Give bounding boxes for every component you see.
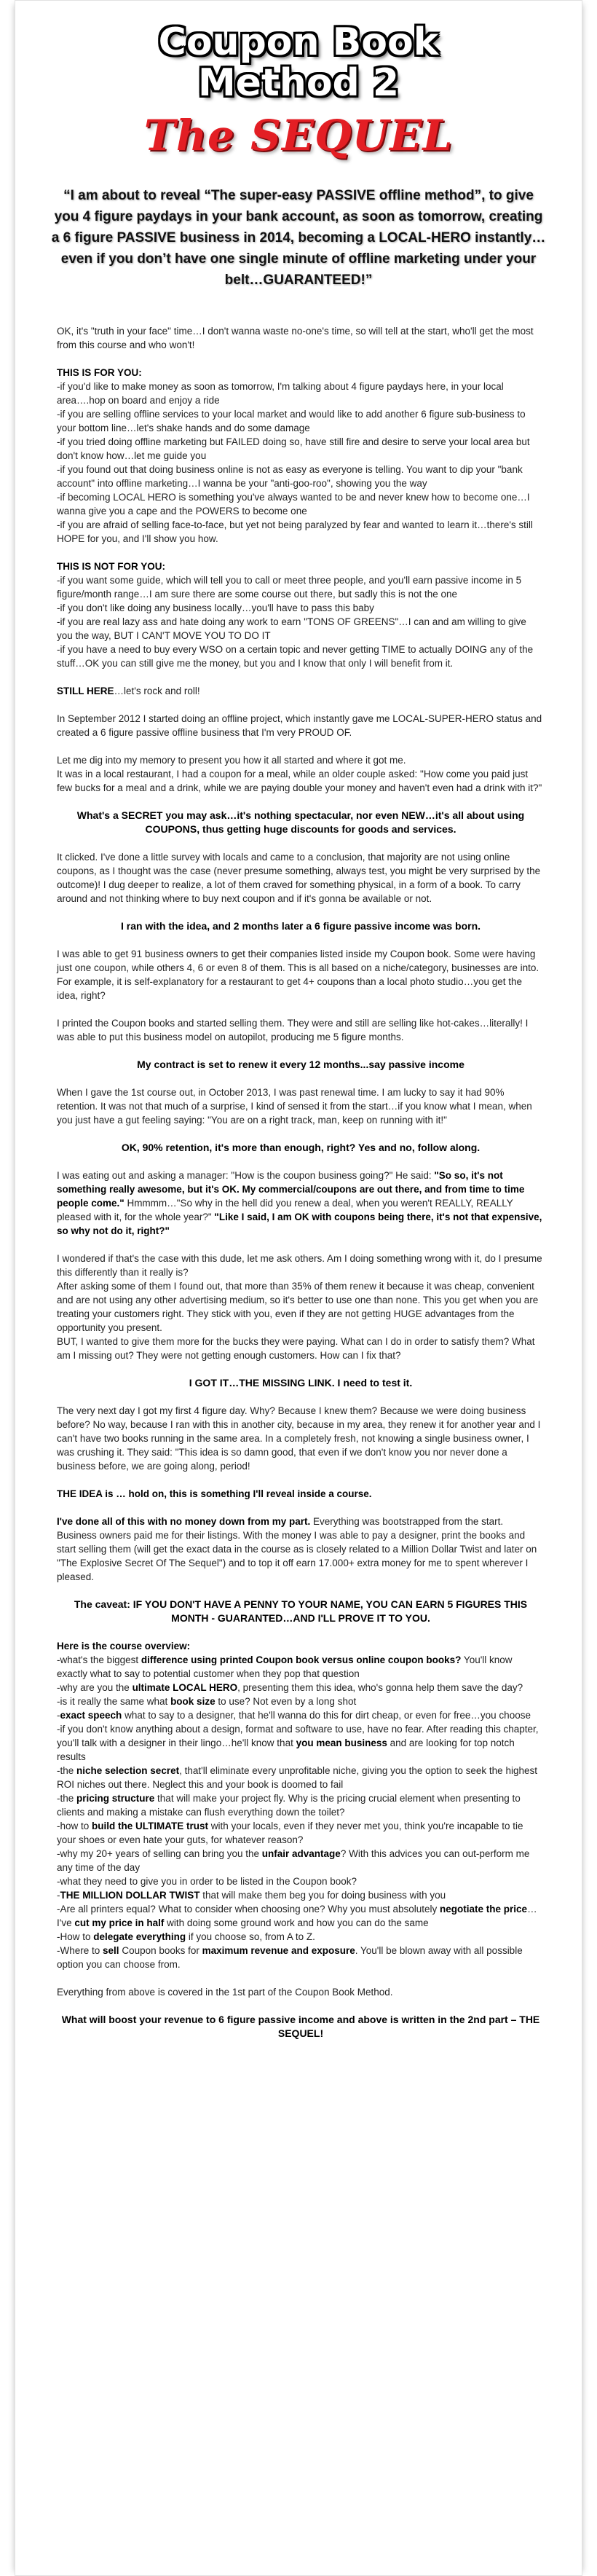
still-here-rest: …let's rock and roll! xyxy=(114,686,200,696)
wondered-line: After asking some of them I found out, that more than 35% of them renew it because it was cheap, convenient and are not using any other advertising medium, so it's better to use one than none. This you get when you are treating your customers right. They stick with you, even if they are not getting HUGE advantages from the opportunity you present. xyxy=(57,1281,539,1333)
idea-heading: THE IDEA is … hold on, this is something I'll reveal inside a course. xyxy=(57,1488,372,1499)
missing-link-heading: I GOT IT…THE MISSING LINK. I need to test it. xyxy=(189,1377,413,1389)
course-overview xyxy=(57,1639,545,1971)
wondered-line: I wondered if that's the case with this dude, let me ask others. Am I doing something wrong with it, do I presume this differently than it really is? xyxy=(57,1253,542,1278)
list-item: -if you don't know anything about a design, format and software to use, have no fear. After reading this chapter, you'll talk with a designer in their lingo…he'll know that you mean business and are looking for top notch results xyxy=(57,1724,539,1762)
list-item: -if you don't like doing any business locally…you'll have to pass this baby xyxy=(57,602,374,613)
retention-heading: OK, 90% retention, it's more than enough, right? Yes and no, follow along. xyxy=(121,1142,481,1153)
clicked-paragraph: It clicked. I've done a little survey with locals and came to a conclusion, that majority are not using online coupons, as I thought was the case (never presume something, always test, you might be very surprised by the outcome)! I dug deeper to realize, a lot of them craved for something physical, in a form of a book. To carry around and not thinking where to buy next coupon and if it's gonna be available or not. xyxy=(57,852,541,904)
manager-quote-1: "So so, it's not something really awesome, but it's OK. My commercial/coupons are out there, and from time to time people come." xyxy=(57,1170,525,1209)
list-item: -if becoming LOCAL HERO is something you've always wanted to be and never knew how to become one…I wanna give you a cape and the POWERS to become one xyxy=(57,492,530,517)
page-title xyxy=(15,22,582,103)
intro-headline: “I am about to reveal “The super-easy PASSIVE offline method”, to give you 4 figure paydays in your bank account, as soon as tomorrow, creating a 6 figure PASSIVE business in 2014, becoming a LOCAL-HERO instantly…even if you don’t have one single minute of offline marketing under your belt…GUARANTEED!” xyxy=(51,188,546,288)
list-item: -what's the biggest difference using printed Coupon book versus online coupon books? You'll know exactly what to say to potential customer when they pop that question xyxy=(57,1654,513,1679)
final-heading: What will boost your revenue to 6 figure passive income and above is written in the 2nd part – THE SEQUEL! xyxy=(61,2014,540,2039)
memory-line-2: It was in a local restaurant, I had a coupon for a meal, while an older couple asked: "How come you paid just few bucks for a meal and a drink, while we are paying double your money and haven't even had a drink with it?" xyxy=(57,769,542,793)
list-item: -if you are afraid of selling face-to-face, but yet not being paralyzed by fear and wanted to learn it…there's still HOPE for you, and I'll show you how. xyxy=(57,519,533,544)
list-item: -THE MILLION DOLLAR TWIST that will make them beg you for doing business with you xyxy=(57,1890,446,1901)
list-item: -if you found out that doing business online is not as easy as everyone is telling. You want to dip your "bank account" into offline marketing…I wanna be your "anti-goo-roo", showing you the way xyxy=(57,464,523,489)
list-item: -Are all printers equal? What to consider when choosing one? Why you must absolutely negotiate the price…I've cut my price in half with doing some ground work and how you can do the same xyxy=(57,1904,537,1928)
still-here-bold: STILL HERE xyxy=(57,686,114,696)
list-item: -if you tried doing offline marketing but FAILED doing so, have still fire and desire to serve your local area but don't know how…let me guide you xyxy=(57,436,530,461)
no-money-paragraph xyxy=(57,1515,545,1584)
list-item: -what they need to give you in order to be listed in the Coupon book? xyxy=(57,1876,357,1887)
next-day-paragraph: The very next day I got my first 4 figure day. Why? Because I knew them? Because we were doing business before? No way, because I ran with this in another city, because in my area, they renew it for another year and I can't have two books running in the same area. In a completely fresh, not knowing a single business owner, I was crushing it. They said: "This idea is so damn good, that even if we don't know you nor never done a business before, we are going along, period! xyxy=(57,1405,541,1472)
list-item: -if you'd like to make money as soon as tomorrow, I'm talking about 4 figure paydays here, in your local area….hop on board and enjoy a ride xyxy=(57,381,504,406)
wondered-line: BUT, I wanted to give them more for the bucks they were paying. What can I do in order to satisfy them? What am I missing out? They were not getting enough customers. How can I fix that? xyxy=(57,1336,535,1361)
printed-paragraph: I printed the Coupon books and started selling them. They were and still are selling like hot-cakes…literally! I was able to put this business model on autopilot, producing me 5 figure months. xyxy=(57,1018,529,1042)
no-money-bold: I've done all of this with no money down from my part. xyxy=(57,1516,311,1527)
list-item: -the niche selection secret, that'll eliminate every unprofitable niche, giving you the option to seek the highest ROI niches out there. Neglect this and your book is doomed to fail xyxy=(57,1765,537,1790)
manager-text-2: Hmmmm…"So why in the hell did you renew a deal, when you weren't REALLY, REALLY pleased with it, for the whole year?" xyxy=(57,1198,513,1222)
memory-paragraph xyxy=(57,753,545,795)
secret-heading: What's a SECRET you may ask…it's nothing spectacular, nor even NEW…it's all about using COUPONS, thus getting huge discounts for goods and services. xyxy=(76,809,525,835)
no-money-rest: Everything was bootstrapped from the start. Business owners paid me for their listings. With the money I was able to pay a designer, print the books and start selling them (will get the exact data in the course as is closely related to a Million Dollar Twist and later on "The Explosive Secret Of The Sequel") and to top it off earn 17.000+ extra money for me to spent wherever I pleased. xyxy=(57,1516,537,1582)
for-you-heading: THIS IS FOR YOU: xyxy=(57,367,142,378)
wondered-paragraph xyxy=(57,1252,545,1362)
idea-paragraph xyxy=(57,1487,545,1501)
manager-quote-2: "Like I said, I am OK with coupons being there, it's not that expensive, so why not do it, right?" xyxy=(57,1212,542,1236)
contract-heading: My contract is set to renew it every 12 months...say passive income xyxy=(137,1059,464,1070)
list-item: -exact speech what to say to a designer, that he'll wanna do this for dirt cheap, or even for free…you choose xyxy=(57,1710,531,1721)
memory-line-1: Let me dig into my memory to present you how it all started and where it got me. xyxy=(57,755,406,766)
list-item: -if you want some guide, which will tell you to call or meet three people, and you'll earn passive income in 5 figure/month range…I am sure there are some course out there, but sadly this is not the one xyxy=(57,575,522,600)
not-for-you-heading: THIS IS NOT FOR YOU: xyxy=(57,561,166,572)
list-item: -if you are selling offline services to your local market and would like to add another 6 figure sub-business to your bottom line…let's shake hands and do some damage xyxy=(57,409,526,433)
body-copy xyxy=(57,324,545,2041)
not-for-you-section xyxy=(57,559,545,670)
list-item: -How to delegate everything if you choose so, from A to Z. xyxy=(57,1931,315,1942)
ran-heading: I ran with the idea, and 2 months later a 6 figure passive income was born. xyxy=(120,920,481,932)
still-here-paragraph xyxy=(57,684,545,698)
for-you-section xyxy=(57,366,545,546)
list-item: -why are you the ultimate LOCAL HERO, presenting them this idea, who's gonna help them save the day? xyxy=(57,1682,523,1693)
list-item: -how to build the ULTIMATE trust with your locals, even if they never met you, think you're incapable to tie your shoes or even hate your guts, for whatever reason? xyxy=(57,1821,523,1845)
september-paragraph: In September 2012 I started doing an offline project, which instantly gave me LOCAL-SUPER-HERO status and created a 6 figure passive offline business that I'm very PROUD OF. xyxy=(57,713,542,738)
list-item: -why my 20+ years of selling can bring you the unfair advantage? With this advices you can out-perform me any time of the day xyxy=(57,1848,530,1873)
title-line-2: Method 2 xyxy=(197,61,400,105)
list-item: -is it really the same what book size to use? Not even by a long shot xyxy=(57,1696,357,1707)
manager-paragraph xyxy=(57,1169,545,1238)
october-paragraph: When I gave the 1st course out, in October 2013, I was past renewal time. I am lucky to say it had 90% retention. It was not that much of a surprise, I kind of sensed it from the start…if you know what I mean, when you just have a gut feeling saying: "You are on a right track, man, keep on running with it!" xyxy=(57,1087,532,1126)
list-item: -Where to sell Coupon books for maximum revenue and exposure. You'll be blown away with all possible option you can choose from. xyxy=(57,1945,523,1970)
caveat-heading: The caveat: IF YOU DON'T HAVE A PENNY TO YOUR NAME, YOU CAN EARN 5 FIGURES THIS MONTH - GUARANTED…AND I'LL PROVE IT TO YOU. xyxy=(74,1598,528,1624)
title-line-1: Coupon Book xyxy=(158,20,439,64)
manager-text-1: I was eating out and asking a manager: "How is the coupon business going?" He said: xyxy=(57,1170,435,1181)
sequel-subtitle: The SEQUEL xyxy=(143,111,454,160)
list-item: -the pricing structure that will make your project fly. Why is the pricing crucial element when presenting to clients and making a mistake can flush everything down the toilet? xyxy=(57,1793,521,1818)
everything-paragraph: Everything from above is covered in the 1st part of the Coupon Book Method. xyxy=(57,1987,393,1998)
sales-letter xyxy=(15,0,582,2576)
overview-heading: Here is the course overview: xyxy=(57,1641,191,1652)
list-item: -if you are real lazy ass and hate doing any work to earn "TONS OF GREENS"…I can and am willing to give you the way, BUT I CAN'T MOVE YOU TO DO IT xyxy=(57,616,526,641)
header xyxy=(15,0,582,291)
truth-paragraph: OK, it's "truth in your face" time…I don't wanna waste no-one's time, so will tell at the start, who'll get the most from this course and who won't! xyxy=(57,326,534,350)
business-owners-paragraph: I was able to get 91 business owners to get their companies listed inside my Coupon book. Some were having just one coupon, while others 4, 6 or even 8 of them. This is all based on a niche/category, businesses are into. For example, it is self-explanatory for a restaurant to get 4+ coupons than a local photo studio…you get the idea, right? xyxy=(57,949,539,1001)
list-item: -if you have a need to buy every WSO on a certain topic and never getting TIME to actually DOING any of the stuff…OK you can still give me the money, but you and I know that only I will benefit from it. xyxy=(57,644,534,669)
